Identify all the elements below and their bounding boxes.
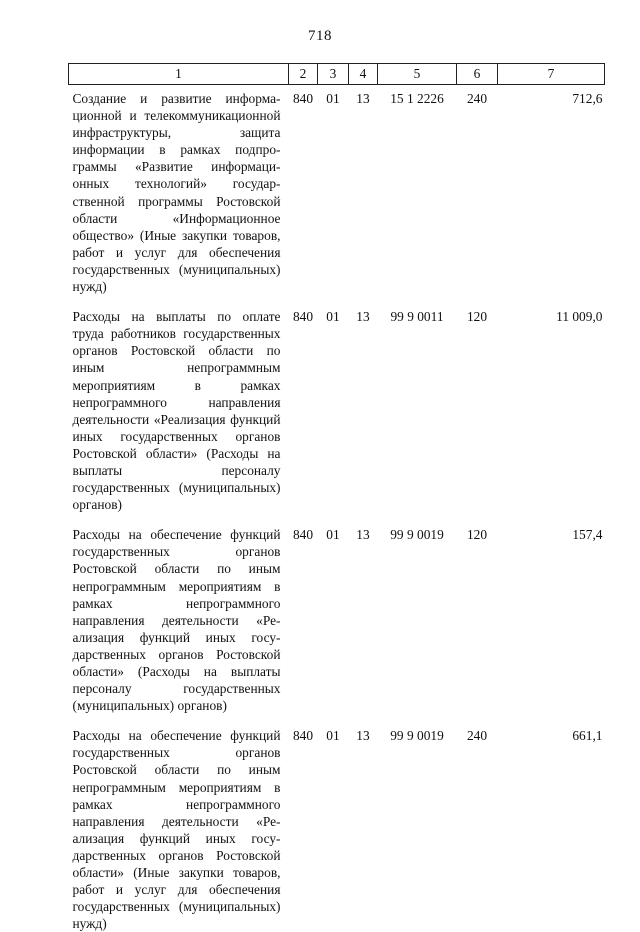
table-row	[69, 295, 605, 513]
header-col-2: 2	[289, 64, 318, 85]
row-section-code: 01	[318, 513, 349, 714]
row-ministry-code: 840	[289, 714, 318, 932]
row-description: Расходы на выплаты по оплате труда работников государственных органов Ростовской области по иным непрограммным мероприятиям в рамках непрограммного направления деятельности «Реализация функций иных государственных органов Ростовской области» (Расходы на выплаты персоналу государственных (муниципальных) органов)	[69, 295, 289, 513]
table-body	[69, 85, 605, 932]
row-target-code: 99 9 0019	[378, 513, 457, 714]
row-section-code: 01	[318, 295, 349, 513]
header-row	[69, 64, 605, 85]
row-target-code: 99 9 0011	[378, 295, 457, 513]
row-amount: 11 009,0	[498, 295, 605, 513]
row-expense-type: 240	[457, 714, 498, 932]
row-ministry-code: 840	[289, 513, 318, 714]
row-description: Расходы на обеспечение функций государственных органов Ростовской области по иным непрограммным мероприятиям в рамках непрограммного направления деятельности «Реализация функций иных государственных органов Ростовской области» (Расходы на выплаты персоналу государственных (муниципальных) органов)	[69, 513, 289, 714]
header-col-1: 1	[69, 64, 289, 85]
table-header	[69, 64, 605, 85]
row-section-code: 01	[318, 85, 349, 296]
header-col-7: 7	[498, 64, 605, 85]
header-col-6: 6	[457, 64, 498, 85]
row-description: Расходы на обеспечение функций государственных органов Ростовской области по иным непрограммным мероприятиям в рамках непрограммного направления деятельности «Реализация функций иных государственных органов Ростовской области» (Иные закупки товаров, работ и услуг для обеспечения государственных (муниципальных) нужд)	[69, 714, 289, 932]
row-expense-type: 120	[457, 295, 498, 513]
row-amount: 661,1	[498, 714, 605, 932]
row-subsection-code: 13	[349, 295, 378, 513]
header-col-4: 4	[349, 64, 378, 85]
row-expense-type: 120	[457, 513, 498, 714]
row-section-code: 01	[318, 714, 349, 932]
table-row	[69, 714, 605, 932]
row-target-code: 99 9 0019	[378, 714, 457, 932]
row-subsection-code: 13	[349, 85, 378, 296]
row-subsection-code: 13	[349, 513, 378, 714]
table-row	[69, 513, 605, 714]
header-col-3: 3	[318, 64, 349, 85]
row-subsection-code: 13	[349, 714, 378, 932]
budget-table	[68, 63, 605, 932]
table-row	[69, 85, 605, 296]
row-target-code: 15 1 2226	[378, 85, 457, 296]
row-expense-type: 240	[457, 85, 498, 296]
header-col-5: 5	[378, 64, 457, 85]
row-ministry-code: 840	[289, 85, 318, 296]
row-amount: 157,4	[498, 513, 605, 714]
page-number: 718	[0, 28, 640, 45]
row-ministry-code: 840	[289, 295, 318, 513]
row-description: Создание и развитие информационной и телекоммуникационной инфраструктуры, защита информации в рамках подпрограммы «Развитие информационных технологий» государственной программы Ростовской области «Информационное общество» (Иные закупки товаров, работ и услуг для обеспечения государственных (муниципальных) нужд)	[69, 85, 289, 296]
row-amount: 712,6	[498, 85, 605, 296]
